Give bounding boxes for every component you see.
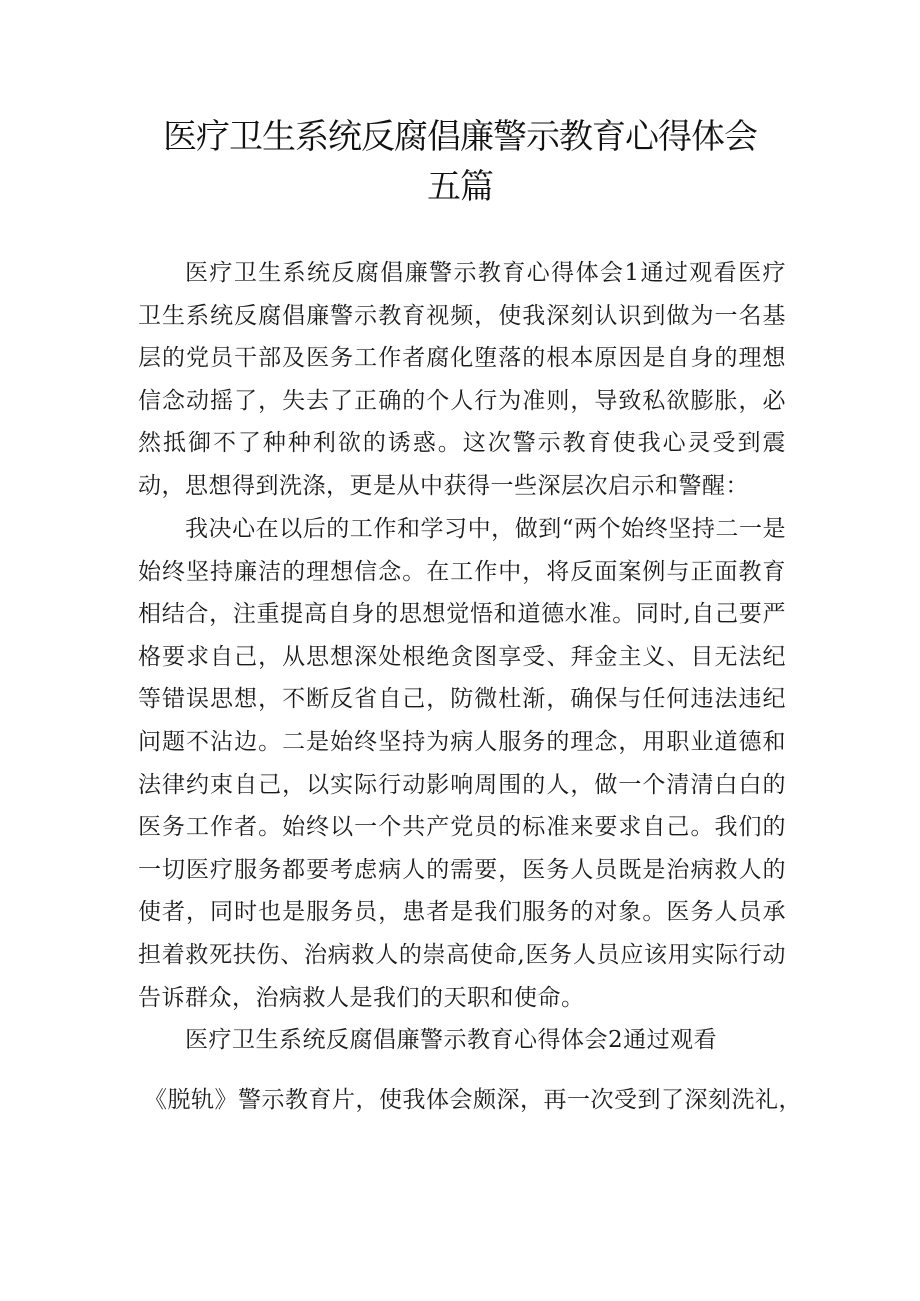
title-line-1: 医疗卫生系统反腐倡廉警示教育心得体会 bbox=[163, 117, 757, 157]
body-paragraph-1 bbox=[138, 252, 786, 508]
paragraph-text: 我决心在以后的工作和学习中，做到“两个始终坚持二一是始终坚持廉洁的理想信念。在工作中，将反面案例与正面教育相结合，注重提高自身的思想觉悟和道德水准。同时,自己要严格要求自己，从思想深处根绝贪图享受、拜金主义、目无法纪等错误思想，不断反省自己，防微杜渐，确保与任何违法违纪问题不沾边。二是始终坚持为病人服务的理念，用职业道德和法律约束自己，以实际行动影响周围的人，做一个清清白白的医务工作者。始终以一个共产党员的标准来要求自己。我们的一切医疗服务都要考虑病人的需要，医务人员既是治病救人的使者，同时也是服务员，患者是我们服务的对象。医务人员承担着救死扶伤、治病救人的崇高使命,医务人员应该用实际行动告诉群众，治病救人是我们的天职和使命。 bbox=[138, 516, 786, 1011]
document-title bbox=[100, 112, 820, 212]
body-paragraph-2 bbox=[138, 508, 786, 1019]
body-paragraph-3 bbox=[138, 1019, 786, 1062]
paragraph-text: 医疗卫生系统反腐倡廉警示教育心得体会2通过观看 bbox=[185, 1027, 718, 1053]
title-line-2: 五篇 bbox=[427, 167, 493, 207]
paragraph-text: 医疗卫生系统反腐倡廉警示教育心得体会1通过观看医疗卫生系统反腐倡廉警示教育视频，使我深刻认识到做为一名基层的党员干部及医务工作者腐化堕落的根本原因是自身的理想信念动摇了，失去了正确的个人行为准则，导致私欲膨胀，必然抵御不了种种利欲的诱惑。这次警示教育使我心灵受到震动，思想得到洗涤，更是从中获得一些深层次启示和警醒： bbox=[138, 260, 786, 499]
body-paragraph-4: 《脱轨》警示教育片，使我体会颇深，再一次受到了深刻洗礼， bbox=[144, 1087, 802, 1113]
